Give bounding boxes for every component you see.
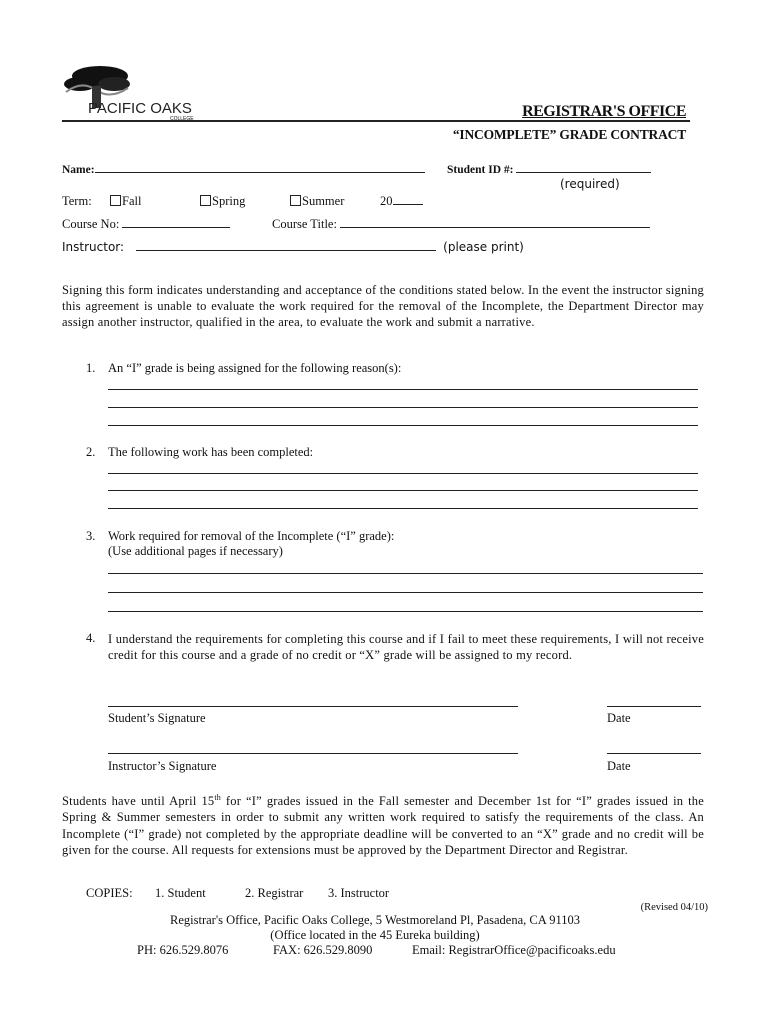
instructor-date-line[interactable] — [607, 753, 701, 754]
item-4-number: 4. — [86, 631, 96, 645]
instructor-date-label: Date — [607, 759, 631, 773]
revised-date: (Revised 04/10) — [640, 902, 708, 913]
course-no-field[interactable] — [122, 227, 230, 228]
footer-location: (Office located in the 45 Eureka building) — [270, 928, 480, 942]
year-field[interactable] — [393, 204, 423, 205]
term-fall-checkbox[interactable] — [110, 194, 141, 209]
item-4-text: I understand the requirements for completing this course and if I fail to meet these requirements, I will not receive credit for this course and a grade of no credit or “X” grade will be assigned to my record. — [108, 632, 704, 663]
course-title-label: Course Title: — [272, 217, 337, 231]
office-heading: REGISTRAR'S OFFICE — [522, 103, 686, 120]
item-2-number: 2. — [86, 445, 96, 459]
item-1-text: An “I” grade is being assigned for the following reason(s): — [108, 361, 402, 375]
reason-line[interactable] — [108, 389, 698, 390]
instructor-field[interactable] — [136, 250, 436, 251]
instructor-signature-label: Instructor’s Signature — [108, 759, 217, 773]
logo-name: PACIFIC OAKS — [88, 100, 192, 117]
required-work-line[interactable] — [108, 592, 703, 593]
college-logo — [62, 62, 202, 122]
student-signature-label: Student’s Signature — [108, 711, 206, 725]
name-field[interactable] — [95, 172, 425, 173]
copies-label: COPIES: — [86, 886, 133, 900]
item-3-text: Work required for removal of the Incomplete (“I” grade): — [108, 529, 395, 543]
completed-work-line[interactable] — [108, 508, 698, 509]
course-no-label: Course No: — [62, 217, 120, 231]
reason-line[interactable] — [108, 407, 698, 408]
student-id-field[interactable] — [516, 172, 651, 173]
intro-paragraph: Signing this form indicates understanding and acceptance of the conditions stated below. In the event the instructor signing this agreement is unable to evaluate the work required for the removal of the Incomplete, the Department Director may assign another instructor, qualified in the area, to evaluate the work and submit a narrative. — [62, 283, 704, 330]
student-id-label: Student ID #: — [447, 164, 514, 176]
please-print-note: (please print) — [443, 240, 524, 254]
required-note: (required) — [560, 177, 620, 191]
copy-registrar: 2. Registrar — [245, 886, 304, 900]
footer-address: Registrar's Office, Pacific Oaks College, 5 Westmoreland Pl, Pasadena, CA 91103 — [170, 913, 580, 927]
name-label: Name: — [62, 164, 95, 176]
deadline-paragraph: Students have until April 15th for “I” grades issued in the Fall semester and December 1st for “I” grades issued in the Spring & Summer semesters in order to submit any written work required to satisfy the requirements of the class. An Incomplete (“I” grade) not completed by the appropriate deadline will be converted to an “X” grade and no credit will be given for the course. All requests for extensions must be approved by the Department Director and Registrar. — [62, 793, 705, 857]
copy-student: 1. Student — [155, 886, 206, 900]
copy-instructor: 3. Instructor — [328, 886, 390, 900]
term-summer-label: Summer — [302, 194, 345, 208]
course-title-field[interactable] — [340, 227, 650, 228]
year-prefix: 20 — [380, 194, 393, 208]
completed-work-line[interactable] — [108, 473, 698, 474]
required-work-line[interactable] — [108, 573, 703, 574]
logo-sub: COLLEGE — [170, 116, 194, 122]
footer-phone: PH: 626.529.8076 — [137, 943, 229, 957]
footer-email[interactable]: Email: RegistrarOffice@pacificoaks.edu — [412, 943, 616, 957]
term-spring-label: Spring — [212, 194, 246, 208]
item-3-number: 3. — [86, 529, 96, 543]
instructor-signature-line[interactable] — [108, 753, 518, 754]
item-2-text: The following work has been completed: — [108, 445, 314, 459]
item-3-note: (Use additional pages if necessary) — [108, 544, 283, 558]
required-work-line[interactable] — [108, 611, 703, 612]
student-date-label: Date — [607, 711, 631, 725]
item-1-number: 1. — [86, 361, 96, 375]
footer-fax: FAX: 626.529.8090 — [273, 943, 373, 957]
student-signature-line[interactable] — [108, 706, 518, 707]
instructor-label: Instructor: — [62, 240, 125, 254]
completed-work-line[interactable] — [108, 490, 698, 491]
student-date-line[interactable] — [607, 706, 701, 707]
term-label: Term: — [62, 194, 92, 208]
reason-line[interactable] — [108, 425, 698, 426]
term-fall-label: Fall — [122, 194, 142, 208]
term-summer-checkbox[interactable] — [290, 194, 344, 209]
term-spring-checkbox[interactable] — [200, 194, 245, 209]
form-title: “INCOMPLETE” GRADE CONTRACT — [452, 127, 686, 142]
